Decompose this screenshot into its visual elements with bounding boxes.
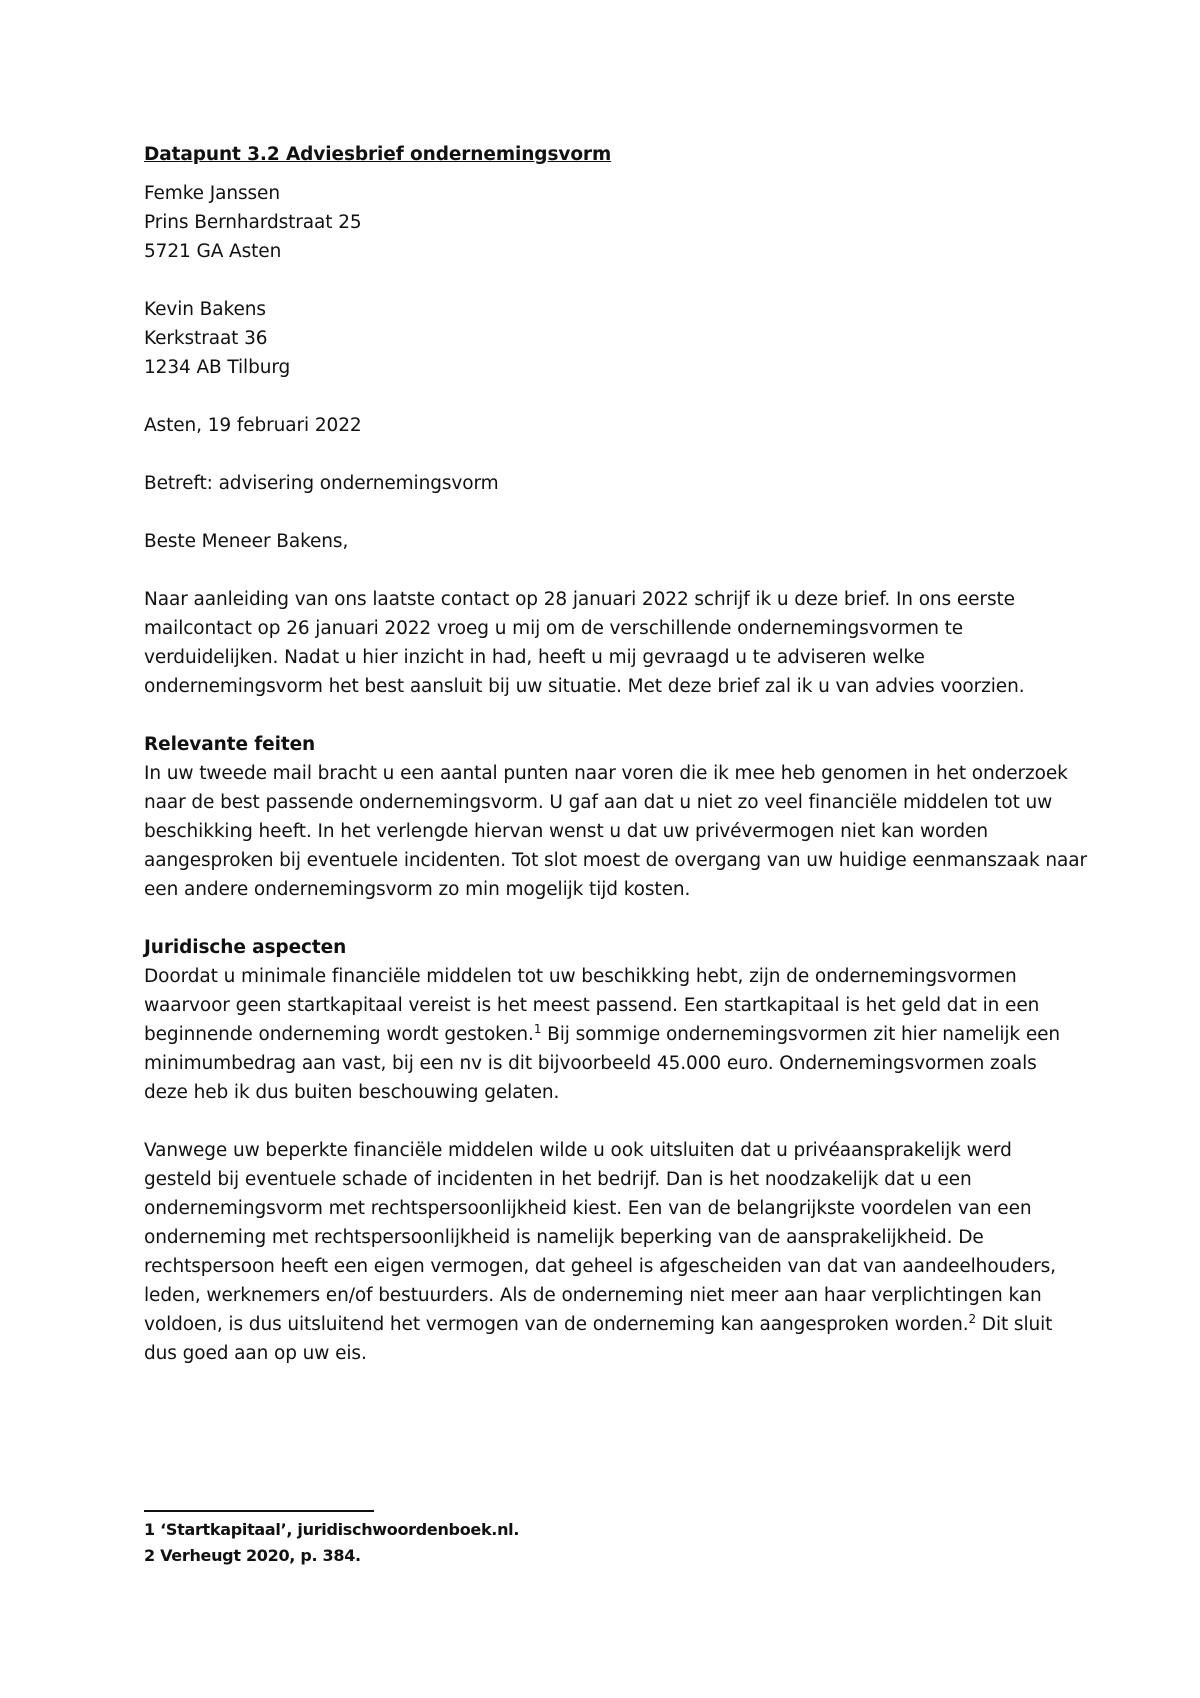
paragraph-line: leden, werknemers en/of bestuurders. Als de onderneming niet meer aan haar verplichtingen kan bbox=[144, 1285, 1042, 1306]
paragraph-line: ondernemingsvorm het best aansluit bij uw situatie. Met deze brief zal ik u van advies voorzien. bbox=[144, 676, 1025, 697]
paragraph-line: In uw tweede mail bracht u een aantal punten naar voren die ik mee heb genomen in het onderzoek bbox=[144, 763, 1068, 784]
paragraph-line: Naar aanleiding van ons laatste contact op 28 januari 2022 schrijf ik u deze brief. In ons eerste bbox=[144, 589, 1015, 610]
paragraph-line: verduidelijken. Nadat u hier inzicht in had, heeft u mij gevraagd u te adviseren welke bbox=[144, 647, 925, 668]
letter-body bbox=[144, 140, 1088, 1397]
paragraph-line: beschikking heeft. In het verlengde hiervan wenst u dat uw privévermogen niet kan worden bbox=[144, 821, 988, 842]
paragraph-line: onderneming met rechtspersoonlijkheid is namelijk beperking van de aansprakelijkheid. De bbox=[144, 1227, 984, 1248]
legal-aspects-section bbox=[144, 933, 1064, 1107]
paragraph-line: gesteld bij eventuele schade of incidenten in het bedrijf. Dan is het noodzakelijk dat u een bbox=[144, 1169, 972, 1190]
paragraph-line bbox=[144, 1020, 1064, 1049]
section-heading: Juridische aspecten bbox=[144, 937, 347, 958]
line-text: Bij sommige ondernemingsvormen zit hier namelijk een bbox=[541, 1024, 1061, 1045]
paragraph-line: Vanwege uw beperkte financiële middelen wilde u ook uitsluiten dat u privéaansprakelijk werd bbox=[144, 1140, 1012, 1161]
salutation bbox=[144, 527, 1064, 556]
paragraph-line: minimumbedrag aan vast, bij een nv is dit bijvoorbeeld 45.000 euro. Ondernemingsvormen zoals bbox=[144, 1053, 1037, 1074]
paragraph-line: waarvoor geen startkapitaal vereist is het meest passend. Een startkapitaal is het geld dat in een bbox=[144, 995, 1040, 1016]
intro-paragraph bbox=[144, 585, 1064, 701]
relevant-facts-section bbox=[144, 730, 1088, 904]
footnote-separator bbox=[144, 1510, 374, 1512]
paragraph-line: een andere ondernemingsvorm zo min mogelijk tijd kosten. bbox=[144, 879, 691, 900]
sender-street: Prins Bernhardstraat 25 bbox=[144, 212, 362, 233]
paragraph-line: Doordat u minimale financiële middelen tot uw beschikking hebt, zijn de ondernemingsvormen bbox=[144, 966, 1017, 987]
line-text: Dit sluit bbox=[976, 1314, 1053, 1335]
recipient-city: 1234 AB Tilburg bbox=[144, 357, 291, 378]
paragraph-line: mailcontact op 26 januari 2022 vroeg u mij om de verschillende ondernemingsvormen te bbox=[144, 618, 964, 639]
paragraph-line: naar de best passende ondernemingsvorm. U gaf aan dat u niet zo veel financiële middelen tot uw bbox=[144, 792, 1053, 813]
footnote-2: 2 Verheugt 2020, p. 384. bbox=[144, 1546, 361, 1565]
paragraph-line: ondernemingsvorm met rechtspersoonlijkheid kiest. Een van de belangrijkste voordelen van een bbox=[144, 1198, 1032, 1219]
liability-paragraph bbox=[144, 1136, 1064, 1368]
sender-address bbox=[144, 179, 1064, 266]
paragraph-line bbox=[144, 1310, 1064, 1339]
footnote-reference-2[interactable]: 2 bbox=[968, 1312, 977, 1326]
paragraph-line: aangesproken bij eventuele incidenten. Tot slot moest de overgang van uw huidige eenmanszaak naar bbox=[144, 850, 1088, 871]
subject-line bbox=[144, 469, 1064, 498]
recipient-name: Kevin Bakens bbox=[144, 299, 266, 320]
section-heading: Relevante feiten bbox=[144, 734, 316, 755]
line-text: voldoen, is dus uitsluitend het vermogen van de onderneming kan aangesproken worden. bbox=[144, 1314, 969, 1335]
sender-name: Femke Janssen bbox=[144, 183, 280, 204]
paragraph-line: deze heb ik dus buiten beschouwing gelaten. bbox=[144, 1082, 560, 1103]
footnotes bbox=[144, 1517, 1044, 1569]
subject-text: Betreft: advisering ondernemingsvorm bbox=[144, 473, 499, 494]
paragraph-line: rechtspersoon heeft een eigen vermogen, dat geheel is afgescheiden van dat van aandeelhouders, bbox=[144, 1256, 1056, 1277]
line-text: beginnende onderneming wordt gestoken. bbox=[144, 1024, 534, 1045]
place-date-text: Asten, 19 februari 2022 bbox=[144, 415, 362, 436]
paragraph-line: dus goed aan op uw eis. bbox=[144, 1343, 367, 1364]
document-title: Datapunt 3.2 Adviesbrief ondernemingsvorm bbox=[144, 144, 612, 165]
salutation-text: Beste Meneer Bakens, bbox=[144, 531, 349, 552]
sender-city: 5721 GA Asten bbox=[144, 241, 282, 262]
recipient-address bbox=[144, 295, 1064, 382]
footnote-1: 1 ‘Startkapitaal’, juridischwoordenboek.nl. bbox=[144, 1520, 520, 1539]
footnote-reference-1[interactable]: 1 bbox=[533, 1022, 542, 1036]
recipient-street: Kerkstraat 36 bbox=[144, 328, 268, 349]
place-date bbox=[144, 411, 1064, 440]
